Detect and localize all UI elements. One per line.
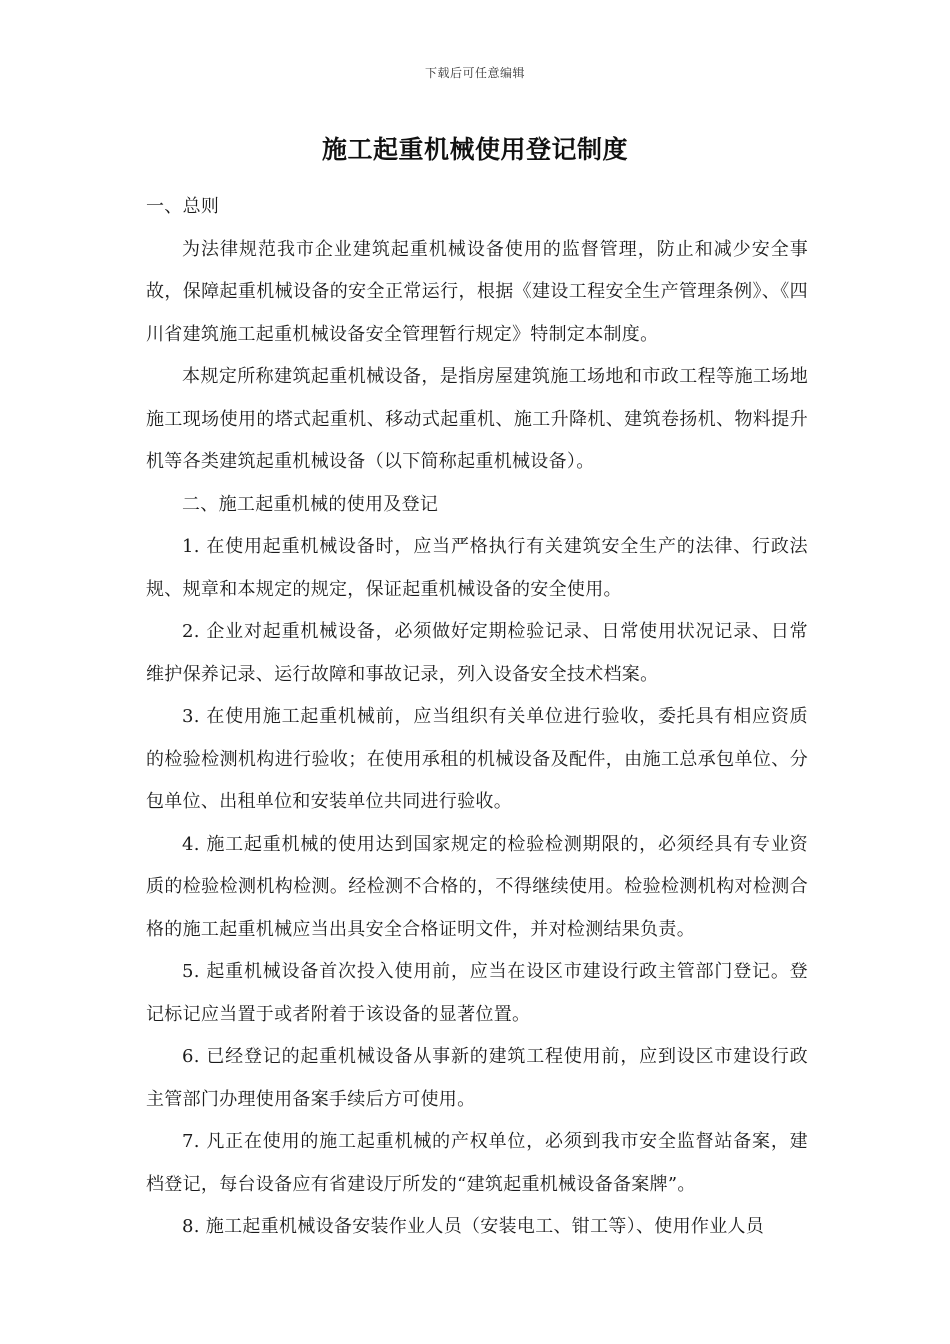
list-item-4: 4. 施工起重机械的使用达到国家规定的检验检测期限的，必须经具有专业资质的检验检测机构检测。经检测不合格的，不得继续使用。检验检测机构对检测合格的施工起重机械应当出具安全合格证明文件，并对检测结果负责。	[146, 833, 808, 940]
section-heading-general: 一、总则	[146, 196, 220, 217]
document-body	[146, 186, 808, 1249]
list-item-8: 8. 施工起重机械设备安装作业人员（安装电工、钳工等）、使用作业人员	[182, 1216, 765, 1237]
paragraph-scope: 本规定所称建筑起重机械设备，是指房屋建筑施工场地和市政工程等施工场地施工现场使用的塔式起重机、移动式起重机、施工升降机、建筑卷扬机、物料提升机等各类建筑起重机械设备（以下简称起重机械设备）。	[146, 366, 808, 472]
list-item-5: 5. 起重机械设备首次投入使用前，应当在设区市建设行政主管部门登记。登记标记应当置于或者附着于该设备的显著位置。	[146, 961, 808, 1025]
list-item-1: 1. 在使用起重机械设备时，应当严格执行有关建筑安全生产的法律、行政法规、规章和本规定的规定，保证起重机械设备的安全使用。	[146, 536, 808, 600]
section-heading-usage: 二、施工起重机械的使用及登记	[182, 493, 439, 515]
paragraph-purpose: 为法律规范我市企业建筑起重机械设备使用的监督管理，防止和减少安全事故，保障起重机械设备的安全正常运行，根据《建设工程安全生产管理条例》、《四川省建筑施工起重机械设备安全管理暂行规定》特制定本制度。	[146, 238, 808, 345]
list-item-7: 7. 凡正在使用的施工起重机械的产权单位，必须到我市安全监督站备案，建档登记，每台设备应有省建设厅所发的“建筑起重机械设备备案牌”。	[146, 1131, 808, 1195]
list-item-2: 2. 企业对起重机械设备，必须做好定期检验记录、日常使用状况记录、日常维护保养记录、运行故障和事故记录，列入设备安全技术档案。	[146, 621, 808, 685]
document-title: 施工起重机械使用登记制度	[321, 135, 628, 164]
list-item-6: 6. 已经登记的起重机械设备从事新的建筑工程使用前，应到设区市建设行政主管部门办理使用备案手续后方可使用。	[146, 1046, 808, 1110]
list-item-3: 3. 在使用施工起重机械前，应当组织有关单位进行验收，委托具有相应资质的检验检测机构进行验收；在使用承租的机械设备及配件，由施工总承包单位、分包单位、出租单位和安装单位共同进行验收。	[146, 706, 808, 812]
header-note: 下载后可任意编辑	[424, 66, 525, 80]
